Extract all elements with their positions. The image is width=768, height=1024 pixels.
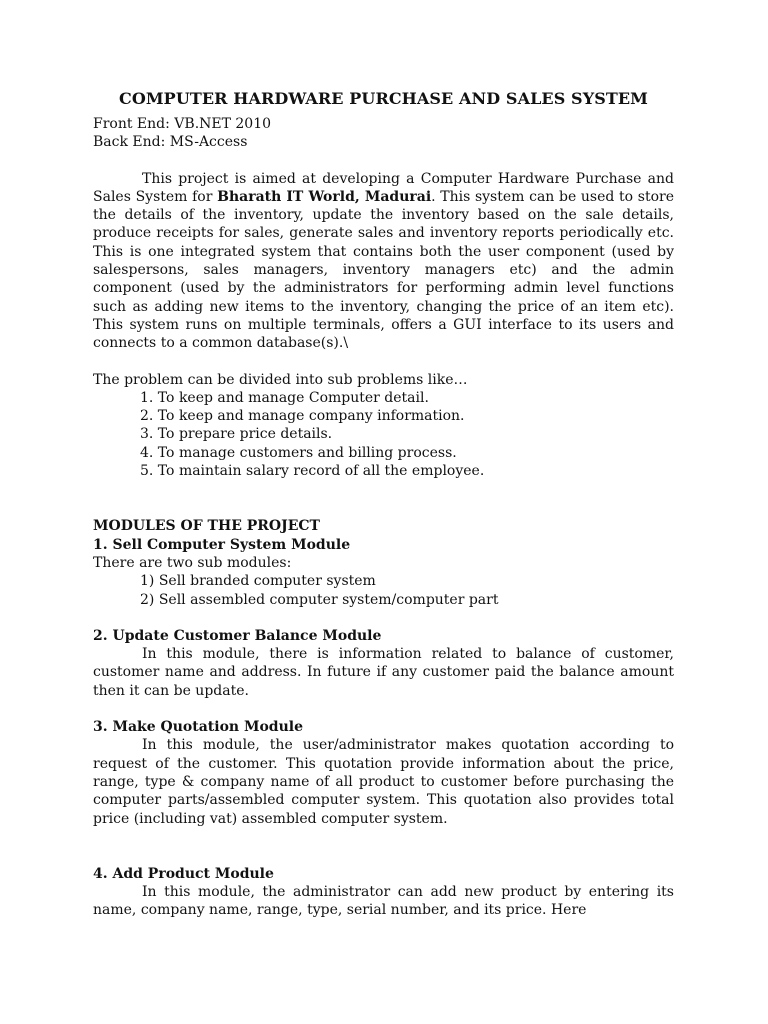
- spacer: [93, 700, 674, 718]
- spacer: [93, 828, 674, 865]
- module-1-heading: 1. Sell Computer System Module: [93, 536, 351, 553]
- module-2-heading: 2. Update Customer Balance Module: [93, 627, 382, 644]
- module-1-sub-item: 1) Sell branded computer system: [140, 573, 376, 590]
- module-4-heading: 4. Add Product Module: [93, 865, 274, 882]
- module-3-text: In this module, the user/administrator makes quotation according to request of the customer. This quotation provide information about the price, range, type & company name of all product to customer before purchasing the computer parts/assembled computer system. This quotation also provides total price (including vat) assembled computer system.: [93, 737, 674, 827]
- intro-text-1: This project is aimed at developing a Computer Hardware Purchase and Sales System for: [93, 170, 674, 205]
- spacer: [93, 480, 674, 517]
- problem-item: 2. To keep and manage company information.: [140, 408, 465, 425]
- problem-item: 5. To maintain salary record of all the employee.: [140, 463, 485, 480]
- spacer: [93, 152, 674, 170]
- document-page: [93, 86, 674, 920]
- problem-intro: The problem can be divided into sub problems like…: [93, 371, 468, 388]
- problem-item: 3. To prepare price details.: [140, 426, 333, 443]
- module-2-text: In this module, there is information related to balance of customer, customer name and address. In future if any customer paid the balance amount then it can be update.: [93, 646, 674, 699]
- problem-item: 1. To keep and manage Computer detail.: [140, 389, 429, 406]
- module-1-sub-item: 2) Sell assembled computer system/computer part: [140, 591, 499, 608]
- modules-heading: MODULES OF THE PROJECT: [93, 518, 320, 535]
- intro-paragraph: [93, 170, 674, 353]
- intro-text-2: . This system can be used to store the details of the inventory, update the inventory based on the sale details, produce receipts for sales, generate sales and inventory reports periodically etc. This is one integrated system that contains both the user component (used by salespersons, sales managers, inventory managers etc) and the admin component (used by the administrators for performing admin level functions such as adding new items to the inventory, changing the price of an item etc). This system runs on multiple terminals, offers a GUI interface to its users and connects to a common database(s).\: [93, 188, 674, 352]
- spacer: [93, 609, 674, 627]
- spacer: [93, 353, 674, 371]
- client-name: Bharath IT World, Madurai: [217, 188, 432, 205]
- problem-item: 4. To manage customers and billing process.: [140, 444, 457, 461]
- module-1-intro: There are two sub modules:: [93, 554, 292, 571]
- document-title: COMPUTER HARDWARE PURCHASE AND SALES SYSTEM: [119, 89, 648, 108]
- front-end-line: Front End: VB.NET 2010: [93, 116, 272, 132]
- back-end-line: Back End: MS-Access: [93, 134, 248, 151]
- module-3-heading: 3. Make Quotation Module: [93, 719, 303, 736]
- module-4-text: In this module, the administrator can add new product by entering its name, company name, range, type, serial number, and its price. Here: [93, 884, 674, 919]
